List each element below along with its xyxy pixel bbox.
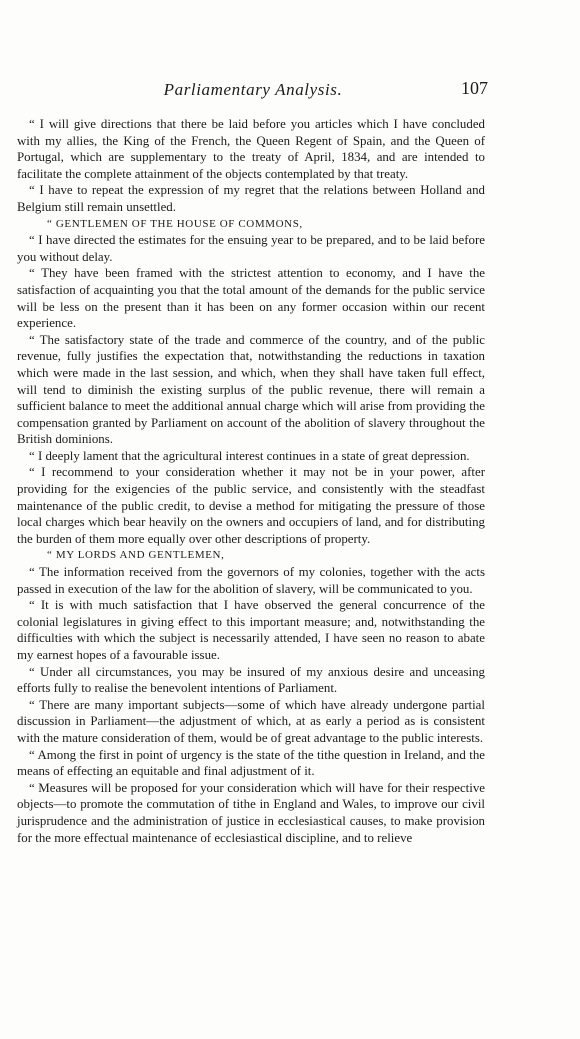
body-text bbox=[17, 116, 485, 846]
section-heading: “ GENTLEMEN OF THE HOUSE OF COMMONS, bbox=[47, 217, 303, 230]
paragraph: “ Among the first in point of urgency is the state of the tithe question in Ireland, and the means of effecting an equitable and final adjustment of it. bbox=[17, 747, 485, 779]
paragraph: “ There are many important subjects—some of which have already undergone partial discussion in Parliament—the adjustment of which, at as early a period as is consistent with the mature consideration of them, would be of great advantage to the public interests. bbox=[17, 697, 485, 745]
running-head bbox=[18, 80, 488, 106]
paragraph: “ The information received from the governors of my colonies, together with the acts passed in execution of the law for the abolition of slavery, will be communicated to you. bbox=[17, 565, 485, 596]
paragraph: “ I deeply lament that the agricultural interest continues in a state of great depression. bbox=[29, 448, 470, 463]
running-title: Parliamentary Analysis. bbox=[163, 80, 343, 99]
paragraph: “ The satisfactory state of the trade and commerce of the country, and of the public revenue, fully justifies the expectation that, notwithstanding the reductions in taxation which were made in the last session, and which, when they shall have taken full effect, will tend to diminish the existing surplus of the public revenue, there will remain a sufficient balance to meet the additional annual charge which will arise from providing the compensation granted by Parliament on account of the abolition of slavery throughout the British dominions. bbox=[17, 332, 485, 447]
paragraph: “ They have been framed with the strictest attention to economy, and I have the satisfaction of acquainting you that the total amount of the demands for the public service will be less on the present than it has been on any former occasion within our recent experience. bbox=[17, 266, 485, 331]
section-heading: “ MY LORDS AND GENTLEMEN, bbox=[47, 549, 225, 562]
paragraph: “ I will give directions that there be laid before you articles which I have concluded with my allies, the King of the French, the Queen Regent of Spain, and the Queen of Portugal, which are supplementary to the treaty of April, 1834, and are intended to facilitate the complete attainment of the objects contemplated by that treaty. bbox=[17, 117, 485, 181]
paragraph: “ It is with much satisfaction that I have observed the general concurrence of the colonial legislatures in giving effect to this important measure; and, notwithstanding the difficulties with which the subject is necessarily attended, I have seen no reason to abate my earnest hopes of a favourable issue. bbox=[17, 598, 485, 662]
paragraph: “ I have directed the estimates for the ensuing year to be prepared, and to be laid before you without delay. bbox=[17, 233, 485, 264]
paragraph: “ Under all circumstances, you may be insured of my anxious desire and unceasing efforts fully to realise the benevolent intentions of Parliament. bbox=[17, 664, 485, 696]
paragraph: “ I recommend to your consideration whether it may not be in your power, after providing for the exigencies of the public service, and consistently with the steadfast maintenance of the public credit, to devise a method for mitigating the pressure of those local charges which bear heavily on the owners and occupiers of land, and for distributing the burden of them more equally over other descriptions of property. bbox=[17, 465, 485, 546]
paragraph: “ I have to repeat the expression of my regret that the relations between Holland and Belgium still remain unsettled. bbox=[17, 183, 485, 214]
page-number: 107 bbox=[461, 78, 488, 98]
paragraph: “ Measures will be proposed for your consideration which will have for their respective objects—to promote the commutation of tithe in England and Wales, to improve our civil jurisprudence and the administration of justice in ecclesiastical causes, to make provision for the more effectual maintenance of ecclesiastical discipline, and to relieve bbox=[17, 780, 485, 845]
